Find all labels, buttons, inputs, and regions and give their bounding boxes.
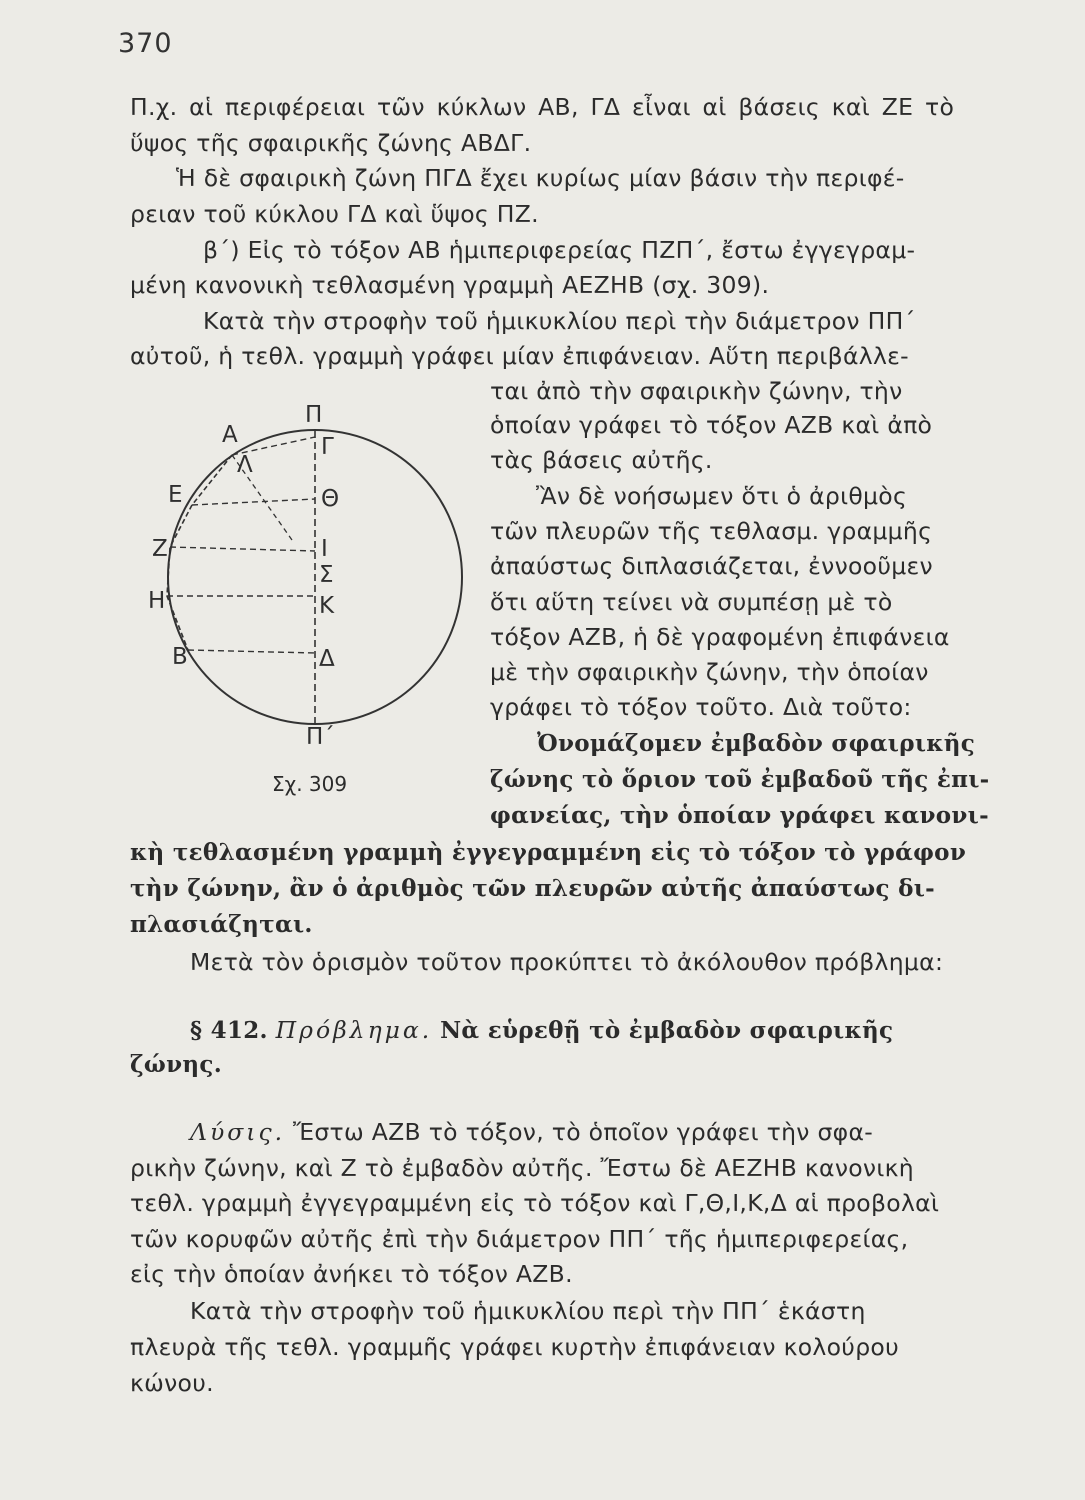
label-E: Ε	[168, 482, 183, 508]
text-line: γράφει τὸ τόξον τοῦτο. Διὰ τοῦτο:	[490, 693, 912, 721]
label-H: Η	[148, 588, 166, 614]
problem-text: Νὰ εὑρεθῇ τὸ ἐμβαδὸν σφαιρικῆς	[440, 1017, 894, 1044]
text-line: μένη κανονικὴ τεθλασμένη γραμμὴ ΑΕΖΗΒ (σχ. 309).	[130, 271, 770, 299]
text-line: τὰς βάσεις αὐτῆς.	[490, 446, 713, 474]
label-Sigma: Σ	[319, 562, 334, 588]
label-Delta: Δ	[319, 646, 335, 672]
text-line: μὲ τὴν σφαιρικὴν ζώνην, τὴν ὁποίαν	[490, 658, 929, 686]
text-line: Μετὰ τὸν ὁρισμὸν τοῦτον προκύπτει τὸ ἀκόλουθον πρόβλημα:	[190, 948, 944, 976]
label-Pprime: Π΄	[306, 724, 335, 750]
definition-line: τὴν ζώνην, ἂν ὁ ἀριθμὸς τῶν πλευρῶν αὐτῆς ἀπαύστως δι-	[130, 875, 936, 902]
text-line: Ἡ δὲ σφαιρικὴ ζώνη ΠΓΔ ἔχει κυρίως μίαν βάσιν τὴν περιφέ-	[176, 164, 905, 192]
section-number: § 412.	[190, 1017, 268, 1044]
projection-line	[188, 650, 315, 653]
text-line: αὐτοῦ, ἡ τεθλ. γραμμὴ γράφει μίαν ἐπιφάνειαν. Αὕτη περιβάλλε-	[130, 342, 909, 370]
definition-line: Ὀνομάζομεν ἐμβαδὸν σφαιρικῆς	[537, 730, 976, 757]
label-A: Α	[222, 422, 238, 448]
label-Gamma: Γ	[321, 434, 334, 460]
problem-heading	[190, 1015, 893, 1046]
solution-first-line	[190, 1117, 873, 1147]
text-line: Κατὰ τὴν στροφὴν τοῦ ἡμικυκλίου περὶ τὴν διάμετρον ΠΠ΄	[203, 307, 916, 335]
text-line: τεθλ. γραμμὴ ἐγγεγραμμένη εἰς τὸ τόξον καὶ Γ,Θ,Ι,Κ,Δ αἱ προβολαὶ	[130, 1189, 940, 1217]
text-line: ἀπαύστως διπλασιάζεται, ἐννοοῦμεν	[490, 552, 933, 580]
text-line: τόξον ΑΖΒ, ἡ δὲ γραφομένη ἐπιφάνεια	[490, 623, 950, 651]
definition-line: ζώνης τὸ ὅριον τοῦ ἐμβαδοῦ τῆς ἐπι-	[490, 766, 990, 793]
text-line: πλευρὰ τῆς τεθλ. γραμμῆς γράφει κυρτὴν ἐπιφάνειαν κολούρου	[130, 1333, 899, 1361]
definition-line: κὴ τεθλασμένη γραμμὴ ἐγγεγραμμένη εἰς τὸ τόξον τὸ γράφον	[130, 839, 967, 866]
text-line: τῶν κορυφῶν αὐτῆς ἐπὶ τὴν διάμετρον ΠΠ΄ τῆς ἡμιπεριφερείας,	[130, 1225, 909, 1253]
figure-diagram	[130, 395, 475, 805]
projection-line	[192, 499, 315, 505]
solution-label: Λύσις.	[190, 1118, 286, 1146]
label-Z: Ζ	[152, 536, 168, 562]
label-K: Κ	[319, 593, 335, 619]
text-line: ὁποίαν γράφει τὸ τόξον ΑΖΒ καὶ ἀπὸ	[490, 411, 933, 439]
text-line: ρειαν τοῦ κύκλου ΓΔ καὶ ὕψος ΠΖ.	[130, 200, 539, 228]
text-line: ὅτι αὕτη τείνει νὰ συμπέσῃ μὲ τὸ	[490, 588, 893, 616]
label-Theta: Θ	[321, 486, 340, 512]
text-line: ὕψος τῆς σφαιρικῆς ζώνης ΑΒΔΓ.	[130, 129, 532, 157]
label-Lambda: Λ	[237, 452, 253, 478]
text-line: Κατὰ τὴν στροφὴν τοῦ ἡμικυκλίου περὶ τὴν ΠΠ΄ ἑκάστη	[190, 1297, 866, 1325]
figure-309	[130, 395, 475, 805]
text-line: ται ἀπὸ τὴν σφαιρικὴν ζώνην, τὴν	[490, 377, 903, 405]
problem-label: Πρόβλημα.	[275, 1016, 433, 1044]
text-line: ρικὴν ζώνην, καὶ Ζ τὸ ἐμβαδὸν αὐτῆς. Ἔστω δὲ ΑΕΖΗΒ κανονικὴ	[130, 1154, 914, 1182]
figure-caption: Σχ. 309	[272, 772, 348, 796]
solution-text: Ἔστω ΑΖΒ τὸ τόξον, τὸ ὁποῖον γράφει τὴν σφα-	[292, 1118, 874, 1146]
page-number: 370	[118, 28, 173, 59]
text-line: β΄) Εἰς τὸ τόξον ΑΒ ἡμιπεριφερείας ΠΖΠ΄, ἔστω ἐγγεγραμ-	[203, 236, 916, 264]
problem-text-continued: ζώνης.	[130, 1051, 223, 1078]
label-B: Β	[172, 644, 188, 670]
text-line: τῶν πλευρῶν τῆς τεθλασμ. γραμμῆς	[490, 517, 933, 545]
text-line: εἰς τὴν ὁποίαν ἀνήκει τὸ τόξον ΑΖΒ.	[130, 1260, 573, 1288]
text-line: Ἂν δὲ νοήσωμεν ὅτι ὁ ἀριθμὸς	[536, 482, 908, 510]
definition-line: πλασιάζηται.	[130, 911, 313, 938]
text-line: Π.χ. αἱ περιφέρειαι τῶν κύκλων ΑΒ, ΓΔ εἶναι αἱ βάσεις καὶ ΖΕ τὸ	[130, 93, 955, 121]
definition-line: φανείας, τὴν ὁποίαν γράφει κανονι-	[490, 802, 989, 829]
label-P: Π	[305, 402, 323, 428]
text-line: κώνου.	[130, 1369, 214, 1397]
projection-line	[170, 547, 315, 551]
label-Iota: Ι	[321, 536, 328, 562]
